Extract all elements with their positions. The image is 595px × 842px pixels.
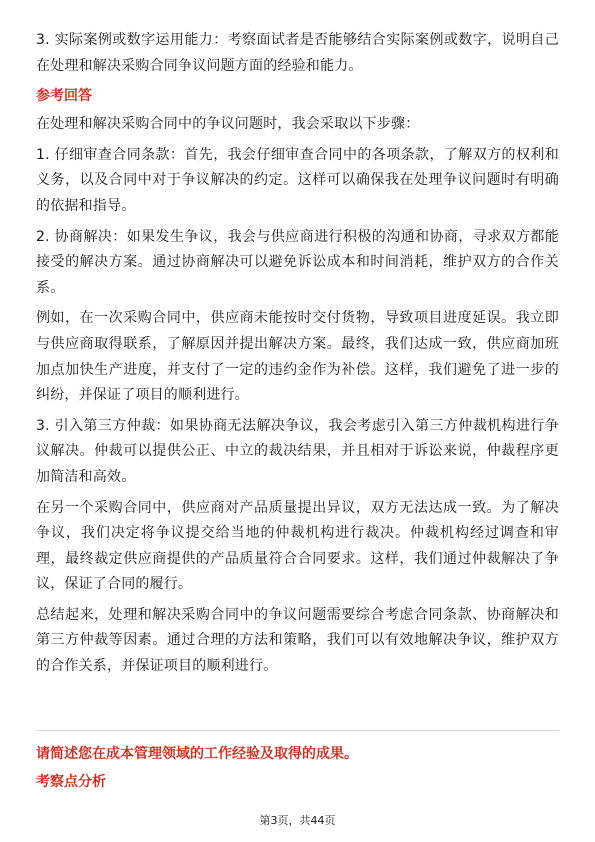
page-number: 第3页，共44页 — [259, 814, 336, 827]
answer-paragraph: 总结起来，处理和解决采购合同中的争议问题需要综合考虑合同条款、协商解决和第三方仲裁等因素。通过合理的方法和策略，我们可以有效地解决争议，维护双方的合作关系，并保证项目的顺利进行。 — [36, 606, 559, 675]
answer-paragraph: 在处理和解决采购合同中的争议问题时，我会采取以下步骤： — [36, 116, 420, 133]
main-content — [36, 28, 559, 685]
next-question: 请简述您在成本管理领域的工作经验及取得的成果。 — [36, 746, 358, 762]
answer-paragraph: 3. 引入第三方仲裁：如果协商无法解决争议，我会考虑引入第三方仲裁机构进行争议解决。仲裁可以提供公正、中立的裁决结果，并且相对于诉讼来说，仲裁程序更加简洁和高效。 — [36, 417, 559, 485]
answer-paragraph: 在另一个采购合同中，供应商对产品质量提出异议，双方无法达成一致。为了解决争议，我们决定将争议提交给当地的仲裁机构进行裁决。仲裁机构经过调查和审理，最终裁定供应商提供的产品质量符合合同要求。这样，我们通过仲裁解决了争议，保证了合同的履行。 — [36, 499, 559, 593]
answer-paragraph: 1. 仔细审查合同条款：首先，我会仔细审查合同中的各项条款，了解双方的权利和义务，以及合同中对于争议解决的约定。这样可以确保我在处理争议问题时有明确的依据和指导。 — [36, 146, 559, 214]
intro-point: 3. 实际案例或数字运用能力：考察面试者是否能够结合实际案例或数字，说明自己在处理和解决采购合同争议问题方面的经验和能力。 — [36, 32, 559, 74]
next-question-block — [36, 738, 559, 798]
answer-paragraph: 2. 协商解决：如果发生争议，我会与供应商进行积极的沟通和协商，寻求双方都能接受的解决方案。通过协商解决可以避免诉讼成本和时间消耗，维护双方的合作关系。 — [36, 228, 559, 296]
answer-heading: 参考回答 — [36, 88, 92, 105]
answer-paragraph: 例如，在一次采购合同中，供应商未能按时交付货物，导致项目进度延误。我立即与供应商取得联系，了解原因并提出解决方案。最终，我们达成一致，供应商加班加点加快生产进度，并支付了一定的违约金作为补偿。这样，我们避免了进一步的纠纷，并保证了项目的顺利进行。 — [36, 310, 559, 404]
next-heading: 考察点分析 — [36, 774, 106, 790]
section-divider — [36, 730, 559, 731]
